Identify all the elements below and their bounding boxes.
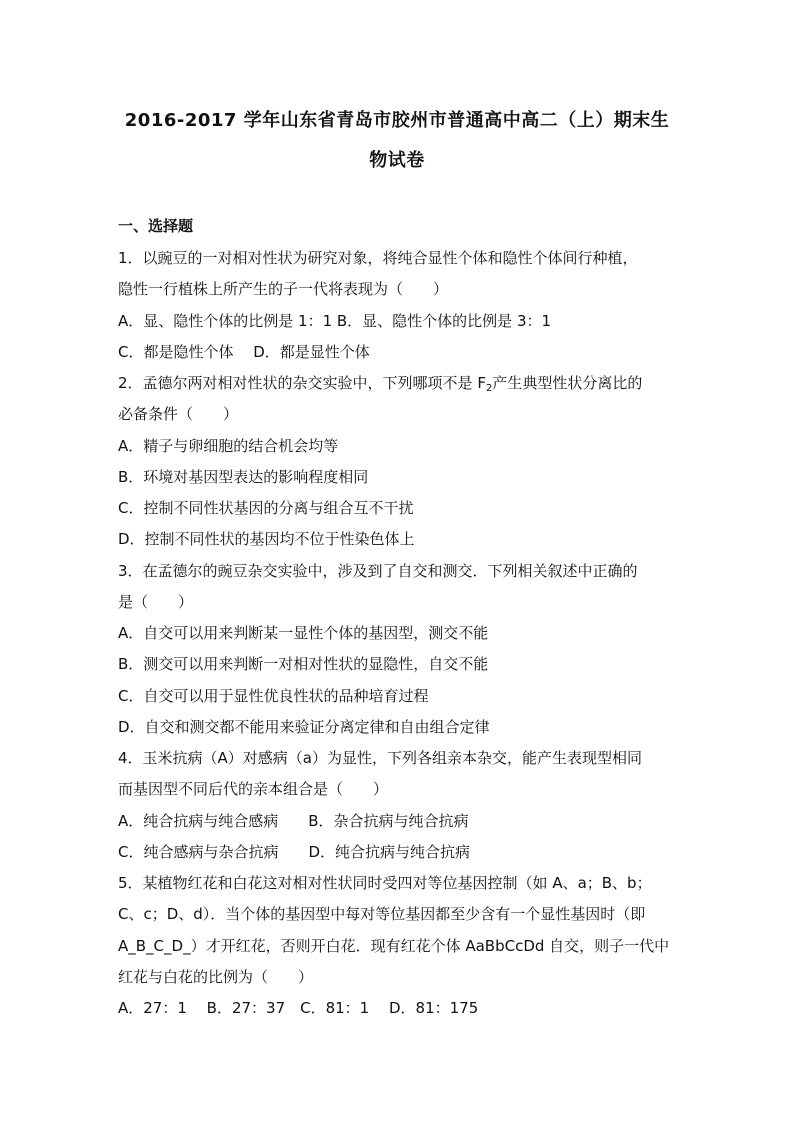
q1-options-ab: A．显、隐性个体的比例是 1：1 B．显、隐性个体的比例是 3：1 (118, 312, 552, 330)
q2-stem-line2: 必备条件（ ） (118, 405, 239, 423)
q3-option-d: D．自交和测交都不能用来验证分离定律和自由组合定律 (118, 718, 490, 736)
q5-stem-line1: 5．某植物红花和白花这对相对性状同时受四对等位基因控制（如 A、a；B、b； (118, 874, 652, 892)
document-title-line1: 2016-2017 学年山东省青岛市胶州市普通高中高二（上）期末生 (124, 110, 670, 131)
q2-stem-line1 (118, 373, 642, 399)
q2-stem-line1-post: 产生典型性状分离比的 (492, 374, 643, 392)
q3-stem-line2: 是（ ） (118, 593, 194, 611)
section-heading: 一、选择题 (118, 217, 194, 235)
q4-stem-line2: 而基因型不同后代的亲本组合是（ ） (118, 780, 389, 798)
q3-option-c: C．自交可以用于显性优良性状的品种培育过程 (118, 687, 429, 705)
q1-options-cd: C．都是隐性个体 D．都是显性个体 (118, 343, 370, 361)
q3-option-a: A．自交可以用来判断某一显性个体的基因型，测交不能 (118, 624, 489, 642)
q4-options-ab: A．纯合抗病与纯合感病 B．杂合抗病与纯合抗病 (118, 812, 469, 830)
q2-subscript: 2 (485, 383, 493, 394)
q1-stem-line1: 1．以豌豆的一对相对性状为研究对象，将纯合显性个体和隐性个体间行种植， (118, 249, 638, 267)
q4-options-cd: C．纯合感病与杂合抗病 D．纯合抗病与纯合抗病 (118, 843, 471, 861)
q5-stem-line4: 红花与白花的比例为（ ） (118, 968, 314, 986)
document-title-line2: 物试卷 (369, 150, 425, 171)
q5-options: A．27：1 B．27：37 C．81：1 D．81：175 (118, 999, 479, 1017)
q5-stem-line3: A_B_C_D_）才开红花，否则开白花．现有红花个体 AaBbCcDd 自交，则子一代中 (118, 937, 670, 955)
q5-stem-line2: C、c；D、d）．当个体的基因型中每对等位基因都至少含有一个显性基因时（即 (118, 905, 646, 923)
q1-stem-line2: 隐性一行植株上所产生的子一代将表现为（ ） (118, 280, 449, 298)
q2-option-a: A．精子与卵细胞的结合机会均等 (118, 437, 339, 455)
q2-stem-line1-pre: 2．孟德尔两对相对性状的杂交实验中，下列哪项不是 F (118, 374, 486, 392)
q3-option-b: B．测交可以用来判断一对相对性状的显隐性，自交不能 (118, 655, 489, 673)
q2-option-d: D．控制不同性状的基因均不位于性染色体上 (118, 530, 415, 548)
q2-option-c: C．控制不同性状基因的分离与组合互不干扰 (118, 499, 414, 517)
q2-option-b: B．环境对基因型表达的影响程度相同 (118, 468, 369, 486)
q4-stem-line1: 4．玉米抗病（A）对感病（a）为显性，下列各组亲本杂交，能产生表现型相同 (118, 749, 643, 767)
q3-stem-line1: 3．在孟德尔的豌豆杂交实验中，涉及到了自交和测交．下列相关叙述中正确的 (118, 562, 638, 580)
